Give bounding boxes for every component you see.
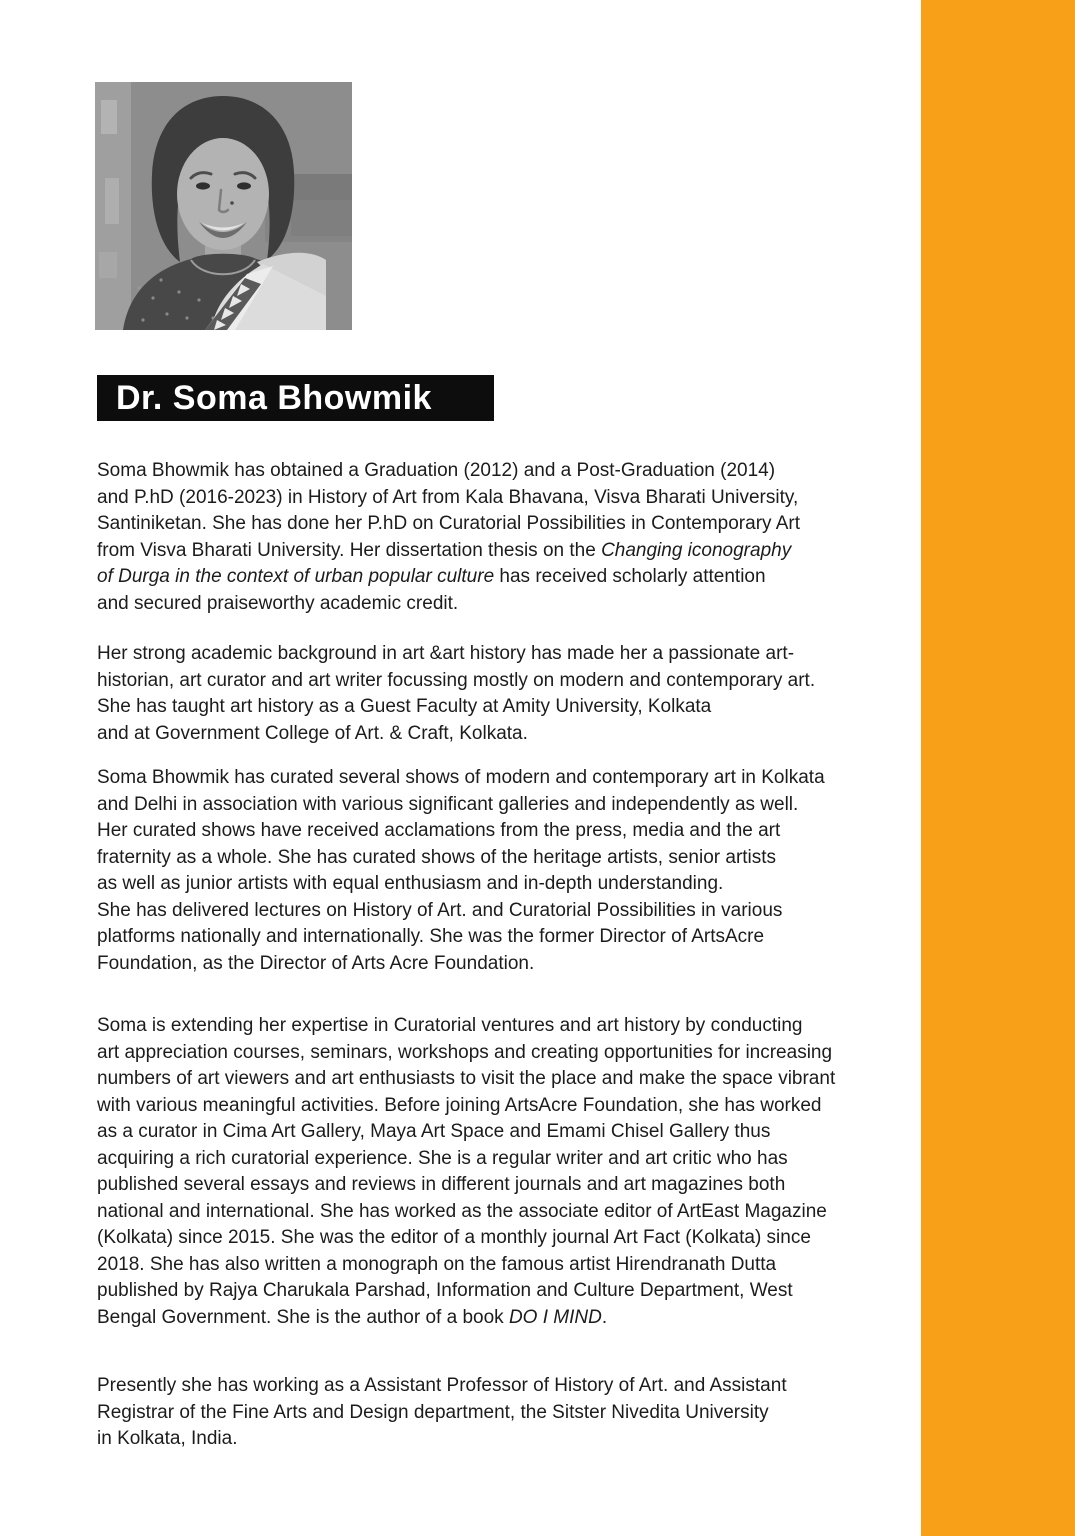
bio-paragraph xyxy=(97,1373,897,1453)
bio-text: Bengal Government. She is the author of a book xyxy=(97,1306,509,1328)
accent-stripe xyxy=(921,0,1075,1536)
bio-paragraph xyxy=(97,458,897,617)
bio-paragraph xyxy=(97,641,897,747)
bio-text: acquiring a rich curatorial experience. She is a regular writer and art critic who has xyxy=(97,1147,788,1169)
bio-text: Soma is extending her expertise in Curatorial ventures and art history by conducting xyxy=(97,1015,803,1036)
portrait-photo-graphic xyxy=(95,82,352,330)
bio-text: and secured praiseworthy academic credit. xyxy=(97,592,459,614)
bio-text: and P.hD (2016-2023) in History of Art from Kala Bhavana, Visva Bharati University, xyxy=(97,486,799,508)
bio-text: in Kolkata, India. xyxy=(97,1428,238,1449)
bio-text: national and international. She has worked as the associate editor of ArtEast Magazine xyxy=(97,1200,827,1222)
bio-text: from Visva Bharati University. Her dissertation thesis on the xyxy=(97,539,602,561)
bio-text: as a curator in Cima Art Gallery, Maya Art Space and Emami Chisel Gallery thus xyxy=(97,1121,771,1142)
bio-text: Foundation, as the Director of Arts Acre Foundation. xyxy=(97,952,535,974)
bio-text: Santiniketan. She has done her P.hD on Curatorial Possibilities in Contemporary Art xyxy=(97,513,801,534)
bio-text: art appreciation courses, seminars, workshops and creating opportunities for increasing xyxy=(97,1041,833,1063)
bio-text: has received scholarly attention xyxy=(494,566,766,587)
bio-text: Her curated shows have received acclamations from the press, media and the art xyxy=(97,820,781,841)
bio-text: and at Government College of Art. & Craft, Kolkata. xyxy=(97,722,528,744)
bio-text: . xyxy=(601,1306,608,1328)
bio-paragraph xyxy=(97,1013,897,1331)
title-banner xyxy=(97,375,494,421)
portrait-photo xyxy=(95,82,352,330)
bio-text: Soma Bhowmik has obtained a Graduation (2012) and a Post-Graduation (2014) xyxy=(97,460,776,481)
bio-text: She has delivered lectures on History of Art. and Curatorial Possibilities in various xyxy=(97,899,783,921)
bio-text: Registrar of the Fine Arts and Design department, the Sitster Nivedita University xyxy=(97,1401,769,1423)
bio-text: (Kolkata) since 2015. She was the editor of a monthly journal Art Fact (Kolkata) since xyxy=(97,1227,811,1248)
bio-text: published by Rajya Charukala Parshad, Information and Culture Department, West xyxy=(97,1280,793,1301)
bio-text-italic: DO I MIND xyxy=(508,1306,602,1328)
bio-text: as well as junior artists with equal enthusiasm and in-depth understanding. xyxy=(97,873,724,894)
bio-text: with various meaningful activities. Before joining ArtsAcre Foundation, she has worked xyxy=(97,1094,822,1116)
bio-text: 2018. She has also written a monograph on the famous artist Hirendranath Dutta xyxy=(97,1253,777,1275)
bio-text-italic: of Durga in the context of urban popular culture xyxy=(97,566,495,587)
bio-text: published several essays and reviews in different journals and art magazines both xyxy=(97,1174,786,1195)
bio-text: Her strong academic background in art &art history has made her a passionate art- xyxy=(97,643,795,664)
bio-text: She has taught art history as a Guest Faculty at Amity University, Kolkata xyxy=(97,696,712,717)
bio-text: fraternity as a whole. She has curated shows of the heritage artists, senior artists xyxy=(97,846,777,868)
bio-paragraph xyxy=(97,765,897,977)
bio-text: Presently she has working as a Assistant Professor of History of Art. and Assistant xyxy=(97,1375,787,1396)
bio-text: and Delhi in association with various significant galleries and independently as well. xyxy=(97,793,799,815)
page-title: Dr. Soma Bhowmik xyxy=(116,378,432,417)
bio-text: historian, art curator and art writer focussing mostly on modern and contemporary art. xyxy=(97,669,816,691)
bio-text: numbers of art viewers and art enthusiasts to visit the place and make the space vibrant xyxy=(97,1068,836,1089)
bio-text-italic: Changing iconography xyxy=(601,539,792,561)
bio-text: Soma Bhowmik has curated several shows of modern and contemporary art in Kolkata xyxy=(97,767,825,788)
bio-text: platforms nationally and internationally. She was the former Director of ArtsAcre xyxy=(97,926,765,947)
bio-section xyxy=(97,458,897,1477)
